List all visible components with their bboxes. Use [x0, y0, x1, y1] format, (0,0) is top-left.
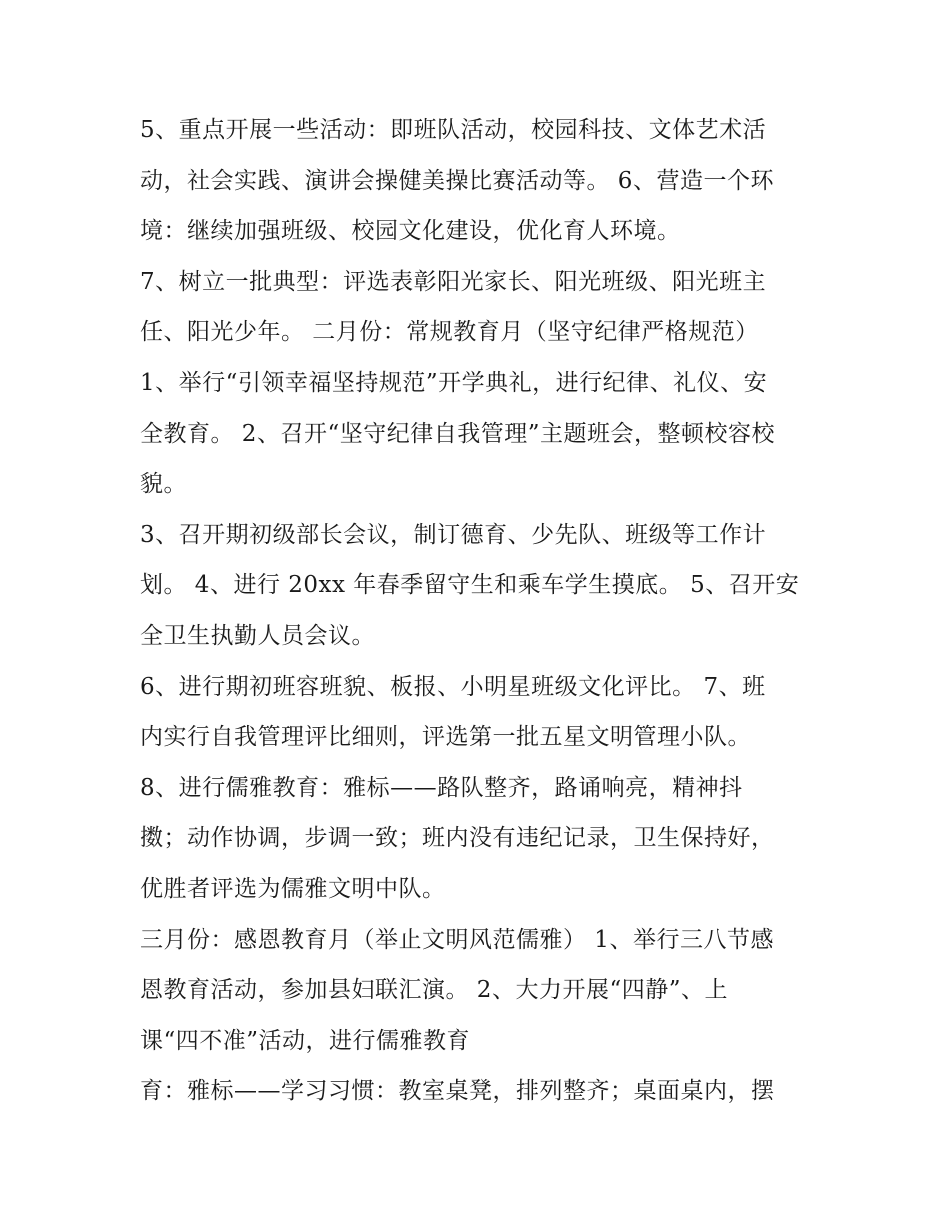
text-line: 7、树立一批典型：评选表彰阳光家长、阳光班级、阳光班主: [140, 269, 767, 295]
text-line: 任、阳光少年。 二月份：常规教育月（坚守纪律严格规范）: [140, 319, 759, 345]
text-line: 6、进行期初班容班貌、板报、小明星班级文化评比。 7、班: [140, 674, 766, 700]
text-line: 5、重点开展一些活动：即班队活动，校园科技、文体艺术活: [140, 117, 767, 143]
text-line: 恩教育活动，参加县妇联汇演。 2、大力开展“四静”、上: [140, 977, 728, 1003]
text-line: 擞；动作协调，步调一致；班内没有违纪记录，卫生保持好，: [140, 825, 775, 851]
text-line: 貌。: [140, 471, 187, 497]
text-line: 3、召开期初级部长会议，制订德育、少先队、班级等工作计: [140, 522, 767, 548]
text-line: 划。 4、进行 20xx 年春季留守生和乘车学生摸底。 5、召开安: [140, 572, 800, 598]
text-line: 三月份：感恩教育月（举止文明风范儒雅） 1、举行三八节感: [140, 927, 774, 953]
text-line: 优胜者评选为儒雅文明中队。: [140, 876, 446, 902]
text-line: 境：继续加强班级、校园文化建设，优化育人环境。: [140, 218, 681, 244]
text-line: 全卫生执勤人员会议。: [140, 623, 375, 649]
text-line: 动，社会实践、演讲会操健美操比赛活动等。 6、营造一个环: [140, 168, 774, 194]
text-line: 1、举行“引领幸福坚持规范”开学典礼，进行纪律、礼仪、安: [140, 370, 768, 396]
text-line: 全教育。 2、召开“坚守纪律自我管理”主题班会，整顿校容校: [140, 421, 775, 447]
text-line: 8、进行儒雅教育：雅标——路队整齐，路诵响亮，精神抖: [140, 775, 743, 801]
text-line: 课“四不准”活动，进行儒雅教育: [140, 1028, 471, 1054]
text-line: 内实行自我管理评比细则，评选第一批五星文明管理小队。: [140, 724, 751, 750]
text-line: 育：雅标——学习习惯：教室桌凳，排列整齐；桌面桌内，摆: [140, 1078, 775, 1104]
